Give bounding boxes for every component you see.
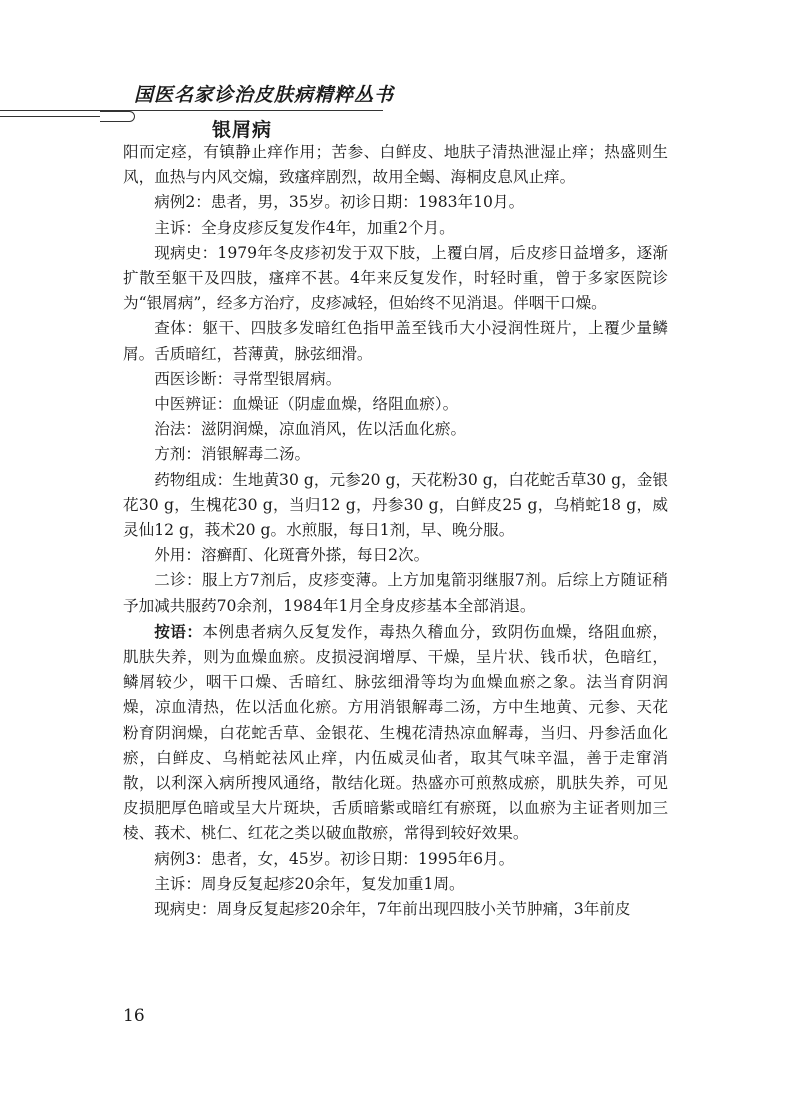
header-rule	[0, 110, 383, 111]
paragraph	[123, 316, 668, 366]
paragraph	[123, 847, 668, 872]
paragraph	[123, 543, 668, 568]
paragraph-text: 西医诊断：寻常型银屑病。	[154, 369, 342, 388]
paragraph	[123, 897, 668, 922]
commentary-label: 按语：	[154, 621, 203, 641]
paragraph-text: 主诉：全身皮疹反复发作4年，加重2个月。	[154, 218, 455, 237]
paragraph-text: 现病史：周身反复起疹20余年，7年前出现四肢小关节肿痛，3年前皮	[154, 900, 631, 919]
paragraph-text: 二诊：服上方7剂后，皮疹变薄。上方加鬼箭羽继服7剂。后综上方随证稍予加减共服药70余剂，1984年1月全身皮疹基本全部消退。	[123, 571, 668, 615]
paragraph	[123, 568, 668, 618]
paragraph-text: 现病史：1979年冬皮疹初发于双下肢，上覆白屑，后皮疹日益增多，逐渐扩散至躯干及四肢，瘙痒不甚。4年来反复发作，时轻时重，曾于多家医院诊为“银屑病”，经多方治疗，皮疹减轻，但始终不见消退。伴咽干口燥。	[123, 243, 668, 313]
paragraph-text: 本例患者病久反复发作，毒热久稽血分，致阴伤血燥，络阻血瘀，肌肤失养，则为血燥血瘀。皮损浸润增厚、干燥，呈片状、钱币状，色暗红，鳞屑较少，咽干口燥、舌暗红、脉弦细滑等均为血燥血瘀之象。法当育阴润燥，凉血清热，佐以活血化瘀。方用消银解毒二汤，方中生地黄、元参、天花粉育阴润燥，白花蛇舌草、金银花、生槐花清热凉血解毒，当归、丹参活血化瘀，白鲜皮、乌梢蛇祛风止痒，内伍威灵仙者，取其气味辛温，善于走窜消散，以利深入病所搜风通络，散结化斑。热盛亦可煎熬成瘀，肌肤失养，可见皮损肥厚色暗或呈大片斑块，舌质暗紫或暗红有瘀斑，以血瘀为主证者则加三棱、莪术、桃仁、红花之类以破血散瘀，常得到较好效果。	[123, 622, 668, 843]
paragraph-text: 主诉：周身反复起疹20余年，复发加重1周。	[154, 874, 465, 893]
paragraph	[123, 140, 668, 190]
paragraph	[123, 190, 668, 215]
series-title: 国医名家诊治皮肤病精粹丛书	[134, 84, 395, 106]
paragraph-text: 方剂：消银解毒二汤。	[154, 445, 311, 464]
paragraph	[123, 216, 668, 241]
paragraph-text: 药物组成：生地黄30 g，元参20 g，天花粉30 g，白花蛇舌草30 g，金银花30 g，生槐花30 g，当归12 g，丹参30 g，白鲜皮25 g，乌梢蛇18 g，威灵仙12 g，莪术20 g。水煎服，每日1剂，早、晚分服。	[123, 470, 668, 540]
paragraph-text: 查体：躯干、四肢多发暗红色指甲盖至钱币大小浸润性斑片，上覆少量鳞屑。舌质暗红，苔薄黄，脉弦细滑。	[123, 319, 668, 363]
paragraph-text: 中医辨证：血燥证（阴虚血燥，络阻血瘀）。	[154, 395, 459, 414]
paragraph	[123, 417, 668, 442]
paragraph	[123, 367, 668, 392]
paragraph	[123, 872, 668, 897]
paragraph	[123, 442, 668, 467]
paragraph-text: 病例3：患者，女，45岁。初诊日期：1995年6月。	[154, 849, 515, 868]
chapter-title: 银屑病	[212, 119, 273, 141]
paragraph-text: 治法：滋阴润燥，凉血消风，佐以活血化瘀。	[154, 420, 467, 439]
paragraph	[123, 619, 668, 847]
body-text	[123, 140, 668, 922]
paragraph	[123, 392, 668, 417]
header-rule-short	[0, 116, 100, 117]
paragraph	[123, 468, 668, 544]
paragraph-text: 阳而定痉，有镇静止痒作用；苦参、白鲜皮、地肤子清热泄湿止痒；热盛则生风，血热与内风交煽，致瘙痒剧烈，故用全蝎、海桐皮息风止痒。	[123, 143, 668, 187]
paragraph	[123, 241, 668, 317]
paragraph-text: 外用：溶癣酊、化斑膏外搽，每日2次。	[154, 546, 430, 565]
header-rule-ornament	[100, 111, 135, 122]
paragraph-text: 病例2：患者，男，35岁。初诊日期：1983年10月。	[154, 193, 525, 212]
page-number: 16	[123, 1006, 145, 1026]
